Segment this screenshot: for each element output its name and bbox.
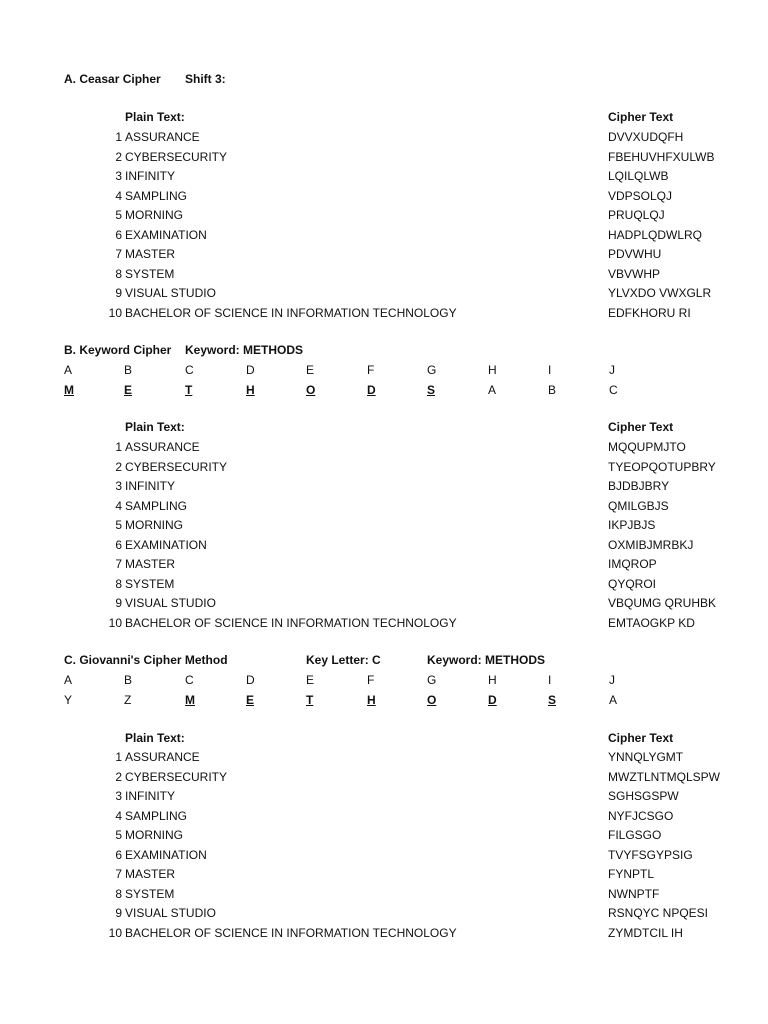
- row-number: 7: [115, 557, 122, 571]
- alphabet-letter: A: [64, 673, 73, 687]
- cipher-text-cell: YLVXDO VWXGLR: [608, 286, 712, 300]
- plain-text-cell: SYSTEM: [125, 576, 175, 591]
- row-number: 1: [115, 440, 122, 454]
- section-b-title: B. Keyword Cipher: [64, 343, 172, 357]
- cipher-text-cell: FILGSGO: [608, 828, 662, 842]
- plain-text-cell: MORNING: [125, 518, 183, 532]
- plain-text-cell: CYBERSECURITY: [125, 149, 228, 164]
- cipher-text-cell: PRUQLQJ: [608, 208, 665, 222]
- plain-text-cell: MASTER: [125, 557, 176, 571]
- alphabet-letter: F: [367, 363, 375, 377]
- row-number: 6: [115, 227, 122, 242]
- alphabet-letter: G: [427, 363, 437, 377]
- mapped-letter: H: [367, 693, 376, 707]
- alphabet-letter: B: [124, 673, 133, 687]
- mapped-letter: O: [427, 693, 437, 707]
- mapped-letter: E: [246, 693, 255, 707]
- alphabet-letter: F: [367, 673, 375, 687]
- row-number: 2: [115, 149, 122, 164]
- cipher-text-cell: QYQROI: [608, 576, 657, 591]
- plain-text-cell: VISUAL STUDIO: [125, 286, 216, 300]
- cipher-text-cell: ZYMDTCIL IH: [608, 925, 683, 940]
- cipher-text-cell: VBVWHP: [608, 266, 661, 281]
- alphabet-letter: D: [246, 673, 255, 687]
- row-number: 7: [115, 867, 122, 881]
- row-number: 4: [115, 188, 122, 203]
- plain-text-cell: SYSTEM: [125, 886, 175, 901]
- plain-text-cell: INFINITY: [125, 169, 175, 183]
- row-number: 6: [115, 537, 122, 552]
- cipher-text-cell: TVYFSGYPSIG: [608, 847, 693, 862]
- section-c-key-letter: Key Letter: C: [306, 653, 381, 667]
- mapped-letter: M: [64, 383, 74, 397]
- alphabet-letter: A: [64, 363, 73, 377]
- mapped-letter: M: [185, 693, 195, 707]
- mapped-letter: O: [306, 383, 316, 397]
- cipher-text-cell: FBEHUVHFXULWB: [608, 149, 715, 164]
- row-number: 10: [108, 925, 122, 940]
- cipher-text-cell: MWZTLNTMQLSPW: [608, 769, 720, 784]
- plain-text-cell: MASTER: [125, 867, 176, 881]
- section-c-title: C. Giovanni's Cipher Method: [64, 653, 228, 667]
- mapped-letter: H: [246, 383, 255, 397]
- cipher-text-cell: IMQROP: [608, 557, 657, 571]
- section-a-cipher-header: Cipher Text: [608, 110, 674, 124]
- row-number: 1: [115, 130, 122, 144]
- plain-text-cell: INFINITY: [125, 789, 175, 803]
- row-number: 4: [115, 498, 122, 513]
- section-a-title: A. Ceasar Cipher: [64, 72, 161, 86]
- cipher-text-cell: OXMIBJMRBKJ: [608, 537, 694, 552]
- row-number: 8: [115, 886, 122, 901]
- row-number: 8: [115, 266, 122, 281]
- mapped-letter: T: [185, 383, 193, 397]
- cipher-text-cell: YNNQLYGMT: [608, 750, 684, 764]
- plain-text-cell: BACHELOR OF SCIENCE IN INFORMATION TECHNOLOGY: [125, 615, 457, 630]
- row-number: 3: [115, 169, 122, 183]
- cipher-text-cell: QMILGBJS: [608, 498, 669, 513]
- cipher-text-cell: EDFKHORU RI: [608, 305, 691, 320]
- row-number: 3: [115, 479, 122, 493]
- plain-text-cell: CYBERSECURITY: [125, 459, 228, 474]
- plain-text-cell: SAMPLING: [125, 188, 188, 203]
- cipher-text-cell: PDVWHU: [608, 247, 662, 261]
- cipher-text-cell: BJDBJBRY: [608, 479, 670, 493]
- alphabet-letter: C: [185, 673, 194, 687]
- alphabet-letter: J: [609, 363, 615, 377]
- row-number: 4: [115, 808, 122, 823]
- row-number: 6: [115, 847, 122, 862]
- row-number: 2: [115, 769, 122, 784]
- mapped-letter: A: [609, 693, 618, 707]
- plain-text-cell: SYSTEM: [125, 266, 175, 281]
- mapped-letter: T: [306, 693, 314, 707]
- cipher-text-cell: VBQUMG QRUHBK: [608, 596, 717, 610]
- mapped-letter: S: [427, 383, 436, 397]
- mapped-letter: D: [488, 693, 497, 707]
- alphabet-letter: D: [246, 363, 255, 377]
- row-number: 5: [115, 518, 122, 532]
- cipher-text-cell: IKPJBJS: [608, 518, 656, 532]
- row-number: 8: [115, 576, 122, 591]
- cipher-text-cell: EMTAOGKP KD: [608, 615, 695, 630]
- cipher-text-cell: HADPLQDWLRQ: [608, 227, 703, 242]
- alphabet-letter: C: [185, 363, 194, 377]
- section-c-plain-header: Plain Text:: [125, 731, 185, 745]
- cipher-text-cell: FYNPTL: [608, 867, 655, 881]
- row-number: 5: [115, 828, 122, 842]
- row-number: 1: [115, 750, 122, 764]
- row-number: 9: [115, 906, 122, 920]
- section-b-keyword: Keyword: METHODS: [185, 343, 304, 357]
- plain-text-cell: MORNING: [125, 828, 183, 842]
- mapped-letter: Z: [124, 693, 132, 707]
- cipher-text-cell: DVVXUDQFH: [608, 130, 684, 144]
- cipher-text-cell: RSNQYC NPQESI: [608, 906, 709, 920]
- mapped-letter: Y: [64, 693, 73, 707]
- cipher-text-cell: VDPSOLQJ: [608, 188, 673, 203]
- alphabet-letter: I: [548, 673, 552, 687]
- plain-text-cell: VISUAL STUDIO: [125, 906, 216, 920]
- alphabet-letter: G: [427, 673, 437, 687]
- row-number: 10: [108, 305, 122, 320]
- plain-text-cell: MORNING: [125, 208, 183, 222]
- alphabet-letter: E: [306, 673, 315, 687]
- plain-text-cell: EXAMINATION: [125, 537, 207, 552]
- plain-text-cell: ASSURANCE: [125, 440, 200, 454]
- section-b-plain-header: Plain Text:: [125, 420, 185, 434]
- section-b-cipher-header: Cipher Text: [608, 420, 674, 434]
- plain-text-cell: CYBERSECURITY: [125, 769, 228, 784]
- alphabet-letter: H: [488, 673, 497, 687]
- mapped-letter: D: [367, 383, 376, 397]
- row-number: 2: [115, 459, 122, 474]
- alphabet-letter: J: [609, 673, 615, 687]
- section-a-plain-header: Plain Text:: [125, 110, 185, 124]
- row-number: 10: [108, 615, 122, 630]
- mapped-letter: E: [124, 383, 133, 397]
- section-c-keyword: Keyword: METHODS: [427, 653, 546, 667]
- section-c-cipher-header: Cipher Text: [608, 731, 674, 745]
- row-number: 5: [115, 208, 122, 222]
- plain-text-cell: SAMPLING: [125, 808, 188, 823]
- row-number: 9: [115, 286, 122, 300]
- plain-text-cell: BACHELOR OF SCIENCE IN INFORMATION TECHNOLOGY: [125, 925, 457, 940]
- mapped-letter: A: [488, 383, 497, 397]
- mapped-letter: B: [548, 383, 557, 397]
- plain-text-cell: VISUAL STUDIO: [125, 596, 216, 610]
- plain-text-cell: ASSURANCE: [125, 750, 200, 764]
- cipher-text-cell: LQILQLWB: [608, 169, 669, 183]
- cipher-text-cell: NYFJCSGO: [608, 808, 674, 823]
- cipher-text-cell: TYEOPQOTUPBRY: [608, 459, 716, 474]
- alphabet-letter: H: [488, 363, 497, 377]
- row-number: 3: [115, 789, 122, 803]
- cipher-text-cell: MQQUPMJTO: [608, 440, 686, 454]
- alphabet-letter: B: [124, 363, 133, 377]
- plain-text-cell: EXAMINATION: [125, 227, 207, 242]
- plain-text-cell: INFINITY: [125, 479, 175, 493]
- plain-text-cell: BACHELOR OF SCIENCE IN INFORMATION TECHNOLOGY: [125, 305, 457, 320]
- plain-text-cell: EXAMINATION: [125, 847, 207, 862]
- plain-text-cell: ASSURANCE: [125, 130, 200, 144]
- section-a-shift: Shift 3:: [185, 72, 226, 86]
- mapped-letter: C: [609, 383, 618, 397]
- cipher-text-cell: NWNPTF: [608, 886, 660, 901]
- alphabet-letter: E: [306, 363, 315, 377]
- cipher-text-cell: SGHSGSPW: [608, 789, 679, 803]
- row-number: 9: [115, 596, 122, 610]
- plain-text-cell: MASTER: [125, 247, 176, 261]
- plain-text-cell: SAMPLING: [125, 498, 188, 513]
- row-number: 7: [115, 247, 122, 261]
- mapped-letter: S: [548, 693, 557, 707]
- alphabet-letter: I: [548, 363, 552, 377]
